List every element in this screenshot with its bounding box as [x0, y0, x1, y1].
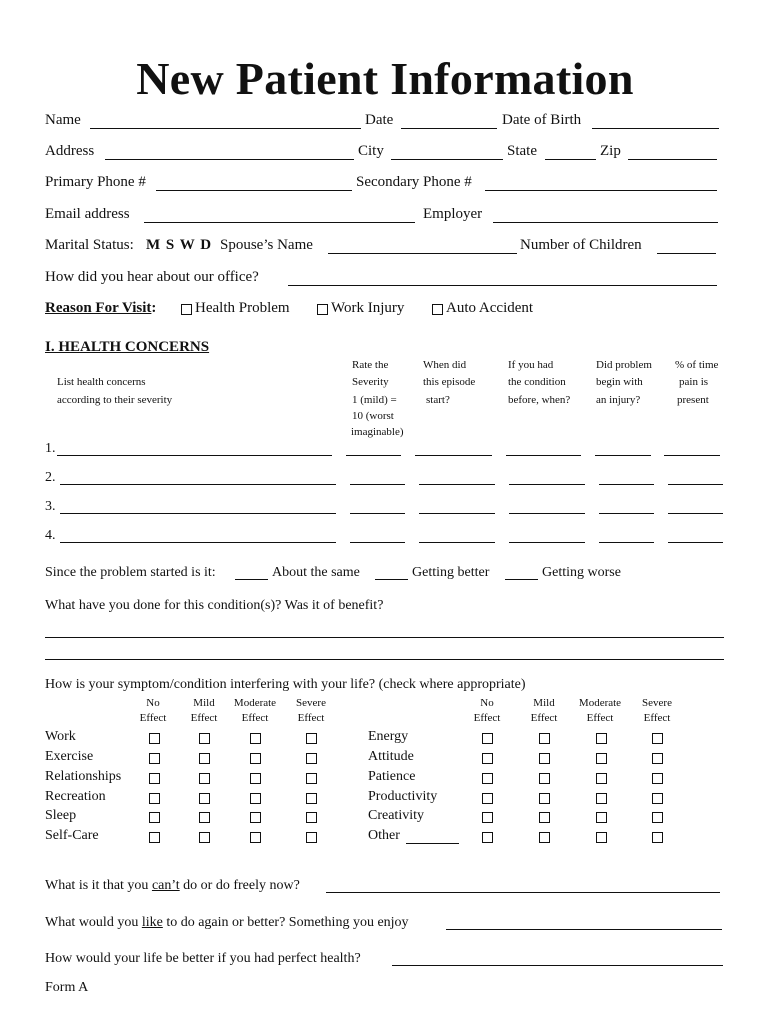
effect-checkbox[interactable]: [250, 733, 261, 744]
secondary-phone-field[interactable]: [485, 190, 717, 191]
cant-do-field[interactable]: [326, 892, 720, 893]
effect-checkbox[interactable]: [482, 773, 493, 784]
when-field[interactable]: [419, 513, 495, 514]
exercise-label: Exercise: [45, 749, 94, 764]
work-label: Work: [45, 729, 76, 744]
had-before-field[interactable]: [509, 484, 585, 485]
effect-checkbox[interactable]: [199, 753, 210, 764]
severity-field[interactable]: [350, 542, 405, 543]
effect-checkbox[interactable]: [482, 793, 493, 804]
primary-phone-label: Primary Phone #: [45, 174, 146, 190]
relationships-label: Relationships: [45, 769, 122, 784]
effect-checkbox[interactable]: [596, 793, 607, 804]
header-line: Mild: [193, 697, 215, 709]
severe-effect-header: [636, 697, 678, 724]
row-number: 3.: [45, 499, 56, 514]
effect-checkbox[interactable]: [149, 753, 160, 764]
email-label: Email address: [45, 206, 130, 222]
header-line: Moderate: [578, 697, 622, 709]
work-injury-checkbox[interactable]: [317, 304, 328, 315]
creativity-label: Creativity: [368, 808, 424, 823]
dob-field[interactable]: [592, 128, 719, 129]
name-label: Name: [45, 112, 81, 128]
effect-checkbox[interactable]: [539, 733, 550, 744]
concern-field[interactable]: [60, 513, 336, 514]
effect-checkbox[interactable]: [652, 733, 663, 744]
effect-checkbox[interactable]: [306, 812, 317, 823]
effect-checkbox[interactable]: [199, 812, 210, 823]
health-problem-checkbox[interactable]: [181, 304, 192, 315]
effect-checkbox[interactable]: [652, 832, 663, 843]
col-header-line: Rate the: [352, 359, 389, 371]
effect-checkbox[interactable]: [652, 793, 663, 804]
pct-field[interactable]: [668, 484, 723, 485]
header-line: Effect: [586, 712, 614, 724]
sleep-label: Sleep: [45, 808, 77, 823]
col-header-line: the condition: [508, 376, 566, 388]
effect-checkbox[interactable]: [482, 733, 493, 744]
effect-checkbox[interactable]: [596, 832, 607, 843]
effect-checkbox[interactable]: [250, 812, 261, 823]
effect-checkbox[interactable]: [199, 832, 210, 843]
col-header-line: an injury?: [596, 394, 641, 406]
secondary-phone-label: Secondary Phone #: [356, 174, 472, 190]
effect-checkbox[interactable]: [306, 733, 317, 744]
severity-field[interactable]: [346, 455, 401, 456]
dob-label: Date of Birth: [502, 112, 582, 128]
address-field[interactable]: [105, 159, 354, 160]
concern-field[interactable]: [60, 542, 336, 543]
header-line: Effect: [190, 712, 218, 724]
col-header-line: this episode: [423, 376, 476, 388]
header-line: Effect: [297, 712, 325, 724]
children-label: Number of Children: [520, 237, 642, 253]
severe-effect-header: [290, 697, 332, 724]
auto-accident-label: Auto Accident: [446, 300, 534, 316]
date-field[interactable]: [401, 128, 497, 129]
col-header-line: start?: [426, 394, 450, 406]
injury-field[interactable]: [599, 484, 654, 485]
injury-field[interactable]: [595, 455, 651, 456]
attitude-label: Attitude: [368, 749, 414, 764]
form-label: Form A: [45, 980, 89, 995]
had-before-field[interactable]: [509, 513, 585, 514]
auto-accident-checkbox[interactable]: [432, 304, 443, 315]
header-line: Moderate: [233, 697, 277, 709]
benefit-answer-line[interactable]: [45, 659, 724, 660]
col-header-line: % of time: [675, 359, 719, 371]
effect-checkbox[interactable]: [306, 793, 317, 804]
primary-phone-field[interactable]: [156, 190, 352, 191]
spouse-label: Spouse’s Name: [220, 237, 313, 253]
effect-checkbox[interactable]: [306, 832, 317, 843]
marital-status-label: Marital Status:: [45, 237, 134, 253]
effect-checkbox[interactable]: [149, 832, 160, 843]
productivity-label: Productivity: [368, 789, 438, 804]
col-header-line: If you had: [508, 359, 554, 371]
page-title: New Patient Information: [136, 53, 634, 104]
pct-field[interactable]: [664, 455, 720, 456]
header-line: No: [146, 697, 160, 709]
mild-effect-header: [524, 697, 564, 724]
employer-label: Employer: [423, 206, 483, 222]
state-field[interactable]: [545, 159, 596, 160]
zip-field[interactable]: [628, 159, 717, 160]
header-line: Effect: [643, 712, 671, 724]
col-header-line: before, when?: [508, 394, 571, 406]
moderate-effect-header: [571, 697, 629, 724]
col-header-line: 10 (worst: [352, 410, 394, 422]
effect-checkbox[interactable]: [199, 773, 210, 784]
effect-checkbox[interactable]: [199, 793, 210, 804]
effect-checkbox[interactable]: [482, 753, 493, 764]
effect-checkbox[interactable]: [482, 832, 493, 843]
spouse-field[interactable]: [328, 253, 517, 254]
severity-field[interactable]: [350, 513, 405, 514]
cant-do-question: What is it that you can’t do or do freely now?: [45, 878, 300, 893]
injury-field[interactable]: [599, 542, 654, 543]
effect-checkbox[interactable]: [149, 773, 160, 784]
effect-checkbox[interactable]: [652, 812, 663, 823]
getting-worse-label: Getting worse: [542, 565, 621, 580]
benefit-answer-line[interactable]: [45, 637, 724, 638]
about-same-label: About the same: [272, 565, 360, 580]
children-field[interactable]: [657, 253, 716, 254]
when-field[interactable]: [419, 484, 495, 485]
header-line: Effect: [530, 712, 558, 724]
energy-label: Energy: [368, 729, 409, 744]
getting-worse-blank[interactable]: [505, 579, 538, 580]
other-label: Other: [368, 828, 400, 843]
health-problem-label: Health Problem: [195, 300, 290, 316]
effect-checkbox[interactable]: [596, 733, 607, 744]
date-label: Date: [365, 112, 394, 128]
col-header-line: pain is: [679, 376, 709, 388]
list-label-2: according to their severity: [57, 394, 173, 406]
header-line: Mild: [533, 697, 555, 709]
work-injury-label: Work Injury: [331, 300, 405, 316]
effect-checkbox[interactable]: [306, 773, 317, 784]
perfect-health-question: How would your life be better if you had perfect health?: [45, 951, 361, 966]
name-field[interactable]: [90, 128, 361, 129]
col-header-line: When did: [423, 359, 467, 371]
pct-field[interactable]: [668, 542, 723, 543]
header-line: Effect: [139, 712, 167, 724]
had-before-field[interactable]: [506, 455, 581, 456]
patience-label: Patience: [368, 769, 416, 784]
row-number: 4.: [45, 528, 56, 543]
reason-label: Reason For Visit:: [45, 300, 157, 316]
address-label: Address: [45, 143, 95, 159]
perfect-health-field[interactable]: [392, 965, 723, 966]
state-label: State: [507, 143, 537, 159]
progress-label: Since the problem started is it:: [45, 565, 216, 580]
self-care-label: Self-Care: [45, 828, 99, 843]
no-effect-header: [467, 697, 507, 724]
when-field[interactable]: [419, 542, 495, 543]
effect-checkbox[interactable]: [149, 793, 160, 804]
header-line: Severe: [642, 697, 672, 709]
email-field[interactable]: [144, 222, 415, 223]
concern-field[interactable]: [57, 455, 332, 456]
header-line: Effect: [473, 712, 501, 724]
header-line: Effect: [241, 712, 269, 724]
effect-checkbox[interactable]: [596, 812, 607, 823]
col-header-line: begin with: [596, 376, 643, 388]
had-before-field[interactable]: [509, 542, 585, 543]
effect-checkbox[interactable]: [250, 832, 261, 843]
row-number: 1.: [45, 441, 56, 456]
col-header-line: present: [677, 394, 709, 406]
effect-checkbox[interactable]: [482, 812, 493, 823]
col-header-line: Did problem: [596, 359, 652, 371]
employer-field[interactable]: [493, 222, 718, 223]
header-line: Severe: [296, 697, 326, 709]
effect-checkbox[interactable]: [596, 753, 607, 764]
when-field[interactable]: [415, 455, 492, 456]
like-to-do-field[interactable]: [446, 929, 722, 930]
pct-field[interactable]: [668, 513, 723, 514]
effect-checkbox[interactable]: [539, 753, 550, 764]
zip-label: Zip: [600, 143, 621, 159]
concern-field[interactable]: [60, 484, 336, 485]
effect-checkbox[interactable]: [596, 773, 607, 784]
getting-better-label: Getting better: [412, 565, 490, 580]
effect-checkbox[interactable]: [652, 773, 663, 784]
header-line: No: [480, 697, 494, 709]
severity-field[interactable]: [350, 484, 405, 485]
row-number: 2.: [45, 470, 56, 485]
moderate-effect-header: [226, 697, 284, 724]
injury-field[interactable]: [599, 513, 654, 514]
effect-checkbox[interactable]: [652, 753, 663, 764]
mild-effect-header: [184, 697, 224, 724]
city-label: City: [358, 143, 384, 159]
effect-checkbox[interactable]: [539, 773, 550, 784]
effect-checkbox[interactable]: [250, 773, 261, 784]
effect-checkbox[interactable]: [199, 733, 210, 744]
marital-status-options[interactable]: M S W D: [146, 237, 213, 253]
hear-about-field[interactable]: [288, 285, 717, 286]
effect-checkbox[interactable]: [149, 733, 160, 744]
col-header-line: imaginable): [351, 426, 404, 438]
list-label-1: List health concerns: [57, 376, 146, 388]
about-same-blank[interactable]: [235, 579, 268, 580]
getting-better-blank[interactable]: [375, 579, 408, 580]
effect-checkbox[interactable]: [149, 812, 160, 823]
effect-checkbox[interactable]: [306, 753, 317, 764]
no-effect-header: [133, 697, 173, 724]
effect-checkbox[interactable]: [250, 753, 261, 764]
like-to-do-question: What would you like to do again or better? Something you enjoy: [45, 915, 409, 930]
hear-about-label: How did you hear about our office?: [45, 269, 259, 285]
other-field[interactable]: [406, 843, 459, 844]
effect-checkbox[interactable]: [539, 793, 550, 804]
col-header-line: 1 (mild) =: [352, 394, 397, 406]
effect-checkbox[interactable]: [250, 793, 261, 804]
interference-question: How is your symptom/condition interfering with your life? (check where appropriate): [45, 677, 526, 692]
city-field[interactable]: [391, 159, 503, 160]
benefit-question: What have you done for this condition(s)? Was it of benefit?: [45, 598, 384, 613]
effect-checkbox[interactable]: [539, 812, 550, 823]
col-header-line: Severity: [352, 376, 389, 388]
health-concerns-heading: I. HEALTH CONCERNS: [45, 339, 210, 355]
effect-checkbox[interactable]: [539, 832, 550, 843]
recreation-label: Recreation: [45, 789, 106, 804]
